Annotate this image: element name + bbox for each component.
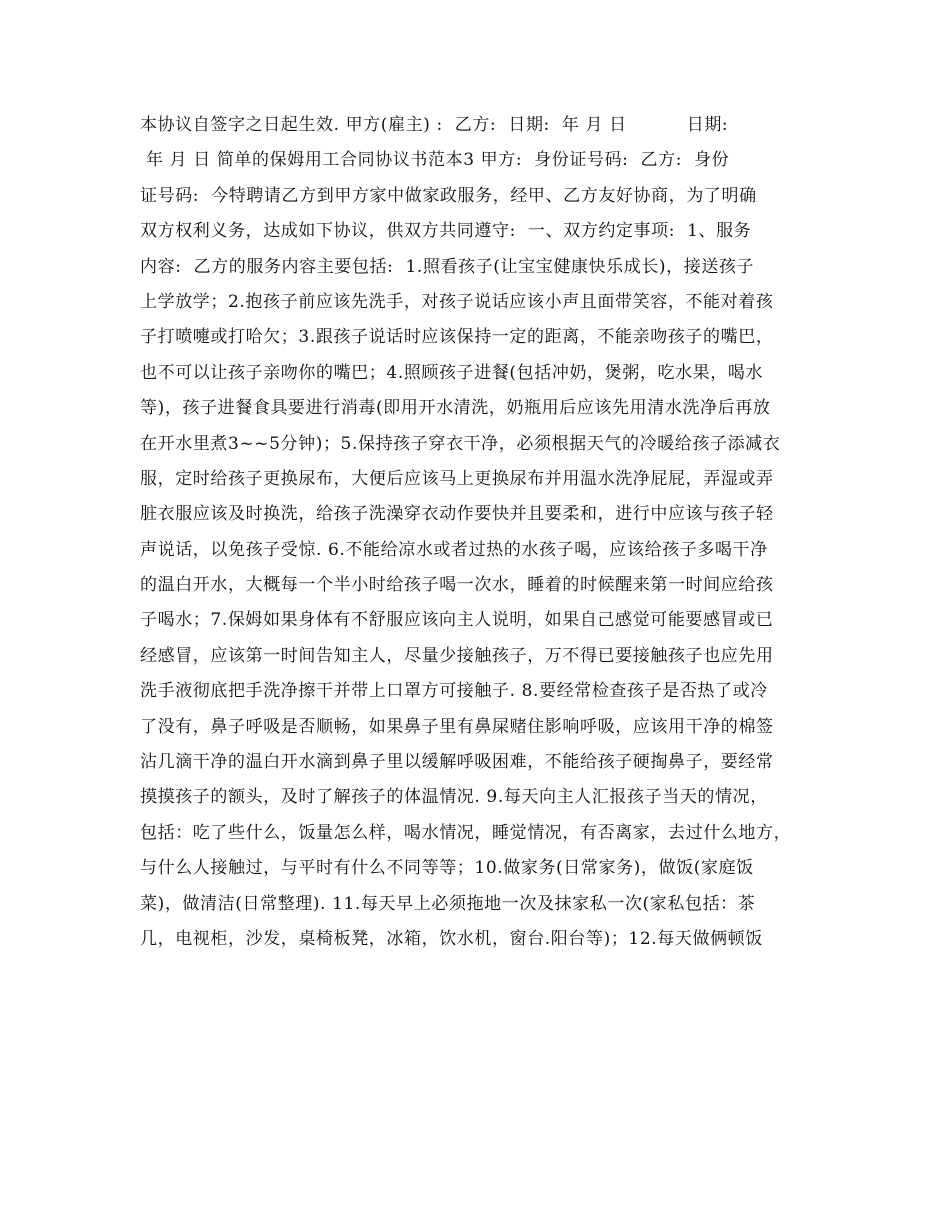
text-line: 证号码: 今特聘请乙方到甲方家中做家政服务，经甲、乙方友好协商，为了明确 [140, 185, 757, 206]
text-line: 双方权利义务，达成如下协议，供双方共同遵守: 一、双方约定事项: 1、服务 [140, 221, 752, 242]
text-line: 与什么人接触过，与平时有什么不同等等；10.做家务(日常家务)，做饭(家庭饭 [140, 858, 754, 879]
text-line: 脏衣服应该及时换洗，给孩子洗澡穿衣动作要快并且要柔和，进行中应该与孩子轻 [140, 504, 774, 525]
text-line: 摸摸孩子的额头，及时了解孩子的体温情况. 9.每天向主人汇报孩子当天的情况， [140, 787, 768, 808]
text-line: 在开水里煮3~~5分钟)；5.保持孩子穿衣干净，必须根据天气的冷暖给孩子添减衣 [140, 433, 781, 454]
text-line: 洗手液彻底把手洗净擦干并带上口罩方可接触子. 8.要经常检查孩子是否热了或冷 [140, 681, 768, 702]
text-line: 的温白开水，大概每一个半小时给孩子喝一次水，睡着的时候醒来第一时间应给孩 [140, 575, 774, 596]
text-line: 子打喷嚏或打哈欠；3.跟孩子说话时应该保持一定的距离，不能亲吻孩子的嘴巴， [140, 327, 774, 348]
text-line: 服，定时给孩子更换尿布，大便后应该马上更换尿布并用温水洗净屁屁，弄湿或弄 [140, 468, 774, 489]
text-line: 几，电视柜，沙发，桌椅板凳，冰箱，饮水机，窗台.阳台等)；12.每天做俩顿饭 [140, 928, 763, 949]
text-line: 内容: 乙方的服务内容主要包括: 1.照看孩子(让宝宝健康快乐成长)，接送孩子 [140, 256, 755, 277]
text-line: 包括：吃了些什么，饭量怎么样，喝水情况，睡觉情况，有否离家，去过什么地方， [140, 822, 792, 843]
text-line: 菜)，做清洁(日常整理). 11.每天早上必须拖地一次及抹家私一次(家私包括：茶 [140, 893, 756, 914]
text-line: 上学放学；2.抱孩子前应该先洗手，对孩子说话应该小声且面带笑容，不能对着孩 [140, 291, 774, 312]
text-line: 年 月 日 简单的保姆用工合同协议书范本3 甲方: 身份证号码: 乙方: 身份 [140, 150, 730, 171]
text-line: 也不可以让孩子亲吻你的嘴巴；4.照顾孩子进餐(包括冲奶，煲粥，吃水果，喝水 [140, 362, 764, 383]
text-line: 等)，孩子进餐食具要进行消毒(即用开水清洗，奶瓶用后应该先用清水洗净后再放 [140, 398, 771, 419]
text-line: 声说话，以免孩子受惊. 6.不能给凉水或者过热的水孩子喝，应该给孩子多喝干净 [140, 539, 768, 560]
text-line: 沾几滴干净的温白开水滴到鼻子里以缓解呼吸困难，不能给孩子硬掏鼻子，要经常 [140, 752, 774, 773]
contract-body-text [140, 108, 830, 957]
text-line: 子喝水；7.保姆如果身体有不舒服应该向主人说明，如果自己感觉可能要感冒或已 [140, 610, 774, 631]
text-line: 本协议自签字之日起生效. 甲方(雇主) : 乙方: 日期: 年 月 日 日期: [140, 115, 729, 135]
text-line: 经感冒，应该第一时间告知主人，尽量少接触孩子，万不得已要接触孩子也应先用 [140, 645, 774, 666]
text-line: 了没有，鼻子呼吸是否顺畅，如果鼻子里有鼻屎赌住影响呼吸，应该用干净的棉签 [140, 716, 774, 737]
